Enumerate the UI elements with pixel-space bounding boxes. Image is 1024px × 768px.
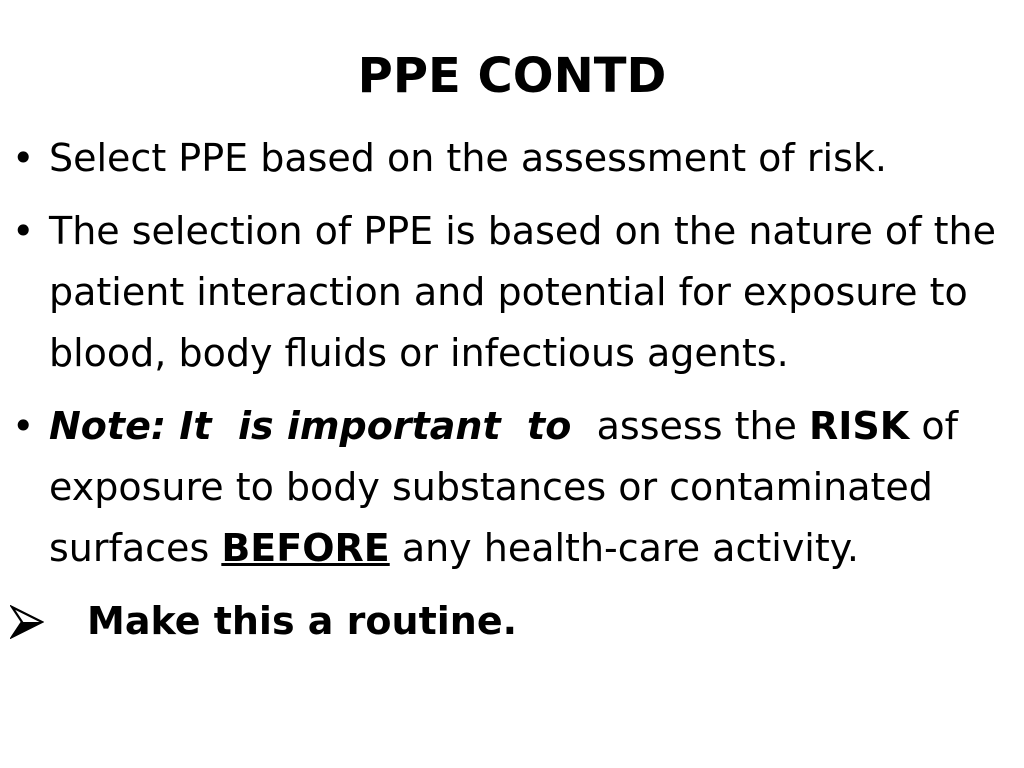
- routine-text: Make this a routine.: [87, 599, 518, 643]
- arrow-bullet-icon: [10, 605, 44, 639]
- note-prefix: Note: It is important to: [49, 404, 585, 448]
- bullet-item-3: [0, 396, 1024, 579]
- slide-body: [0, 128, 1024, 652]
- bullet-item-2: [0, 201, 1024, 384]
- bullet-text: Select PPE based on the assessment of risk.: [49, 136, 887, 180]
- slide-title: PPE CONTD: [357, 48, 667, 104]
- bullet-text-part: of exposure to body substances or contaminated surfaces: [49, 404, 958, 570]
- bullet-text-part: any health-care activity.: [389, 526, 859, 570]
- bullet-dot-icon: •: [12, 209, 35, 253]
- bullet-dot-icon: •: [12, 136, 35, 180]
- bullet-dot-icon: •: [12, 404, 35, 448]
- routine-item: [0, 591, 1024, 652]
- bullet-item-1: [0, 128, 1024, 189]
- bullet-text-part: assess the: [584, 404, 810, 448]
- risk-emphasis: RISK: [809, 404, 910, 448]
- bullet-text: The selection of PPE is based on the nature of the patient interaction and potential for exposure to blood, body fluids or infectious agents.: [49, 209, 996, 375]
- before-emphasis: BEFORE: [221, 526, 390, 570]
